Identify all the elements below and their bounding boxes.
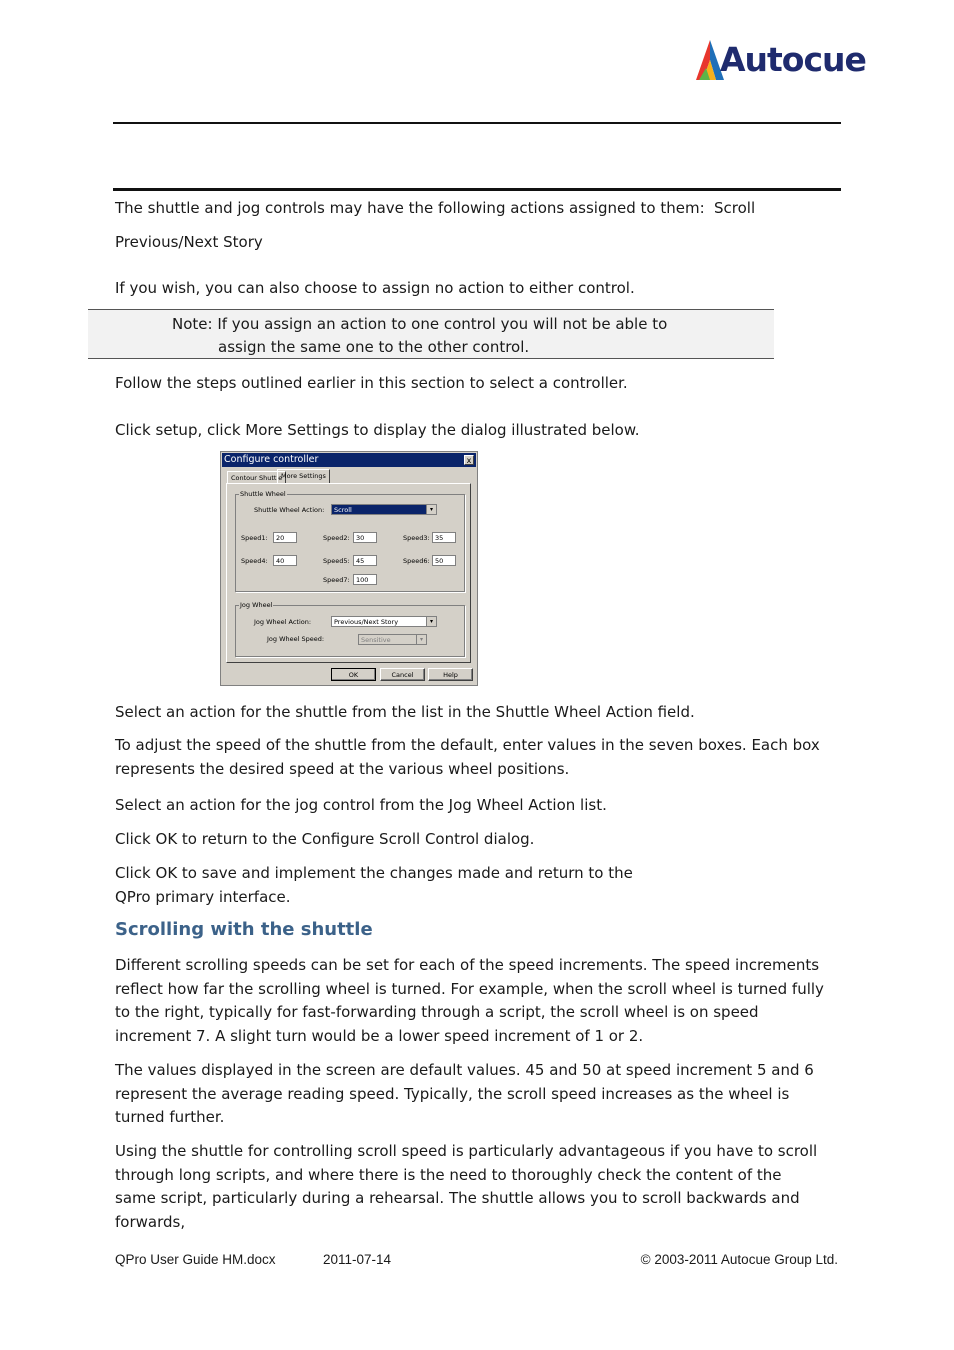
para-scrolling-speeds: Different scrolling speeds can be set for each of the speed increments. The speed increments reflect how far the scrolling wheel is turned. For example, when the scroll wheel is turned fully to the right, typically for fast-forwarding through a script, the scroll wheel is on speed increment 7. A slight turn would be a lower speed increment of 1 or 2.	[115, 956, 824, 1045]
speed7-input[interactable]: 100	[353, 574, 377, 585]
jog-wheel-group	[235, 601, 465, 657]
para-advantageous: Using the shuttle for controlling scroll speed is particularly advantageous if you have to scroll through long scripts, and where there is the need to thoroughly check the content of the same script, particularly during a rehearsal. The shuttle allows you to scroll backwards and forwards,	[115, 1142, 818, 1231]
jog-speed-select[interactable]	[358, 634, 427, 645]
jog-speed-label: Jog Wheel Speed:	[267, 635, 325, 643]
note-box	[88, 309, 774, 359]
action-prev-next: Previous/Next Story	[115, 233, 263, 251]
para-select-shuttle: Select an action for the shuttle from the list in the Shuttle Wheel Action field.	[115, 703, 695, 721]
action-scroll: Scroll	[714, 199, 756, 217]
shuttle-action-value: Scroll	[334, 506, 352, 514]
jog-action-value: Previous/Next Story	[334, 618, 399, 626]
footer-copyright: © 2003-2011 Autocue Group Ltd.	[640, 1252, 838, 1267]
tab-contour-shuttle[interactable]: Contour Shuttle	[227, 471, 286, 484]
speed1-input[interactable]: 20	[273, 532, 297, 543]
para-click-ok-save-cont: QPro primary interface.	[115, 888, 291, 906]
note-line-1: Note: If you assign an action to one control you will not be able to	[172, 315, 668, 333]
para-click-ok-save: Click OK to save and implement the changes made and return to the	[115, 864, 633, 882]
speed4-label: Speed4:	[241, 557, 268, 565]
step-follow: Follow the steps outlined earlier in this section to select a controller.	[115, 374, 628, 392]
shuttle-wheel-group-label: Shuttle Wheel	[240, 490, 286, 498]
speed2-label: Speed2:	[323, 534, 350, 542]
step-click-setup: Click setup, click More Settings to display the dialog illustrated below.	[115, 421, 640, 439]
logo-wordmark: Autocue	[720, 40, 866, 79]
speed4-input[interactable]: 40	[273, 555, 297, 566]
chevron-down-icon: ▾	[426, 505, 436, 514]
speed6-label: Speed6:	[403, 557, 430, 565]
speed6-input[interactable]: 50	[432, 555, 456, 566]
chevron-down-icon: ▾	[426, 617, 436, 626]
header-rule	[113, 122, 841, 124]
footer-date: 2011-07-14	[323, 1252, 392, 1267]
tab-panel	[226, 483, 471, 663]
tab-more-settings[interactable]: More Settings	[277, 469, 330, 484]
jog-action-label: Jog Wheel Action:	[254, 618, 312, 626]
para-adjust-speed: To adjust the speed of the shuttle from the default, enter values in the seven boxes. Each box represents the desired speed at the various wheel positions.	[115, 736, 820, 778]
para-select-jog: Select an action for the jog control from the Jog Wheel Action list.	[115, 796, 607, 814]
para-default-values: The values displayed in the screen are default values. 45 and 50 at speed increment 5 and 6 represent the average reading speed. Typically, the scroll speed increases as the wheel is turned further.	[115, 1061, 814, 1127]
shuttle-action-select[interactable]	[331, 504, 437, 515]
shuttle-wheel-group	[235, 490, 465, 592]
close-icon[interactable]: x	[464, 455, 474, 465]
section-heading: Scrolling with the shuttle	[115, 919, 373, 940]
speed2-input[interactable]: 30	[353, 532, 377, 543]
speed3-label: Speed3:	[403, 534, 430, 542]
para-click-ok-return: Click OK to return to the Configure Scroll Control dialog.	[115, 830, 535, 848]
chevron-down-icon: ▾	[416, 635, 426, 644]
jog-wheel-group-label: Jog Wheel	[240, 601, 273, 609]
section-rule	[113, 188, 841, 191]
note-line-2: assign the same one to the other control.	[218, 338, 530, 356]
jog-action-select[interactable]	[331, 616, 437, 627]
shuttle-action-label: Shuttle Wheel Action:	[254, 506, 325, 514]
cancel-button[interactable]: Cancel	[380, 668, 425, 681]
dialog-title: Configure controller	[224, 454, 319, 465]
speed3-input[interactable]: 35	[432, 532, 456, 543]
help-button[interactable]: Help	[428, 668, 473, 681]
ok-button[interactable]: OK	[331, 668, 376, 681]
footer	[0, 1245, 954, 1275]
speed1-label: Speed1:	[241, 534, 268, 542]
no-action-text: If you wish, you can also choose to assign no action to either control.	[115, 279, 635, 297]
speed5-input[interactable]: 45	[353, 555, 377, 566]
speed5-label: Speed5:	[323, 557, 350, 565]
actions-line: The shuttle and jog controls may have the following actions assigned to them:	[115, 199, 705, 217]
speed7-label: Speed7:	[323, 576, 350, 584]
configure-controller-dialog	[220, 451, 478, 686]
jog-speed-value: Sensitive	[361, 636, 391, 644]
autocue-logo	[696, 38, 872, 84]
dialog-titlebar	[222, 453, 476, 467]
footer-doc: QPro User Guide HM.docx	[115, 1252, 276, 1267]
